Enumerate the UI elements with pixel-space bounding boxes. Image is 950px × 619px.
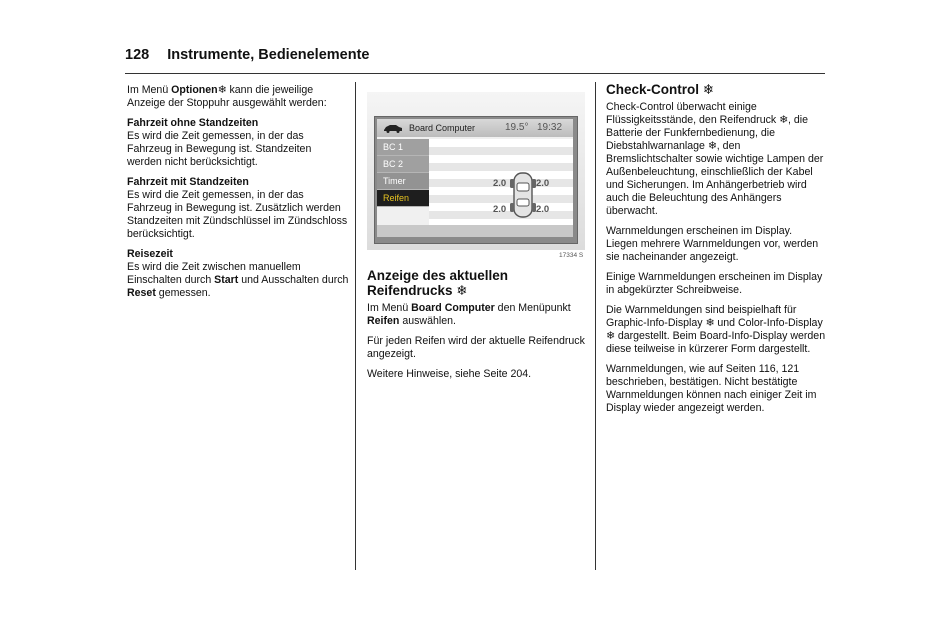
section-heading-reisezeit: Reisezeit <box>127 248 173 260</box>
reifendruck-paragraph-1: Im Menü Board Computer den Menüpunkt Reifen auswählen. <box>367 302 571 327</box>
display-title: Board Computer <box>409 123 476 133</box>
car-icon <box>383 124 403 133</box>
page-title: Instrumente, Bedienelemente <box>167 47 370 63</box>
check-control-paragraph-3: Einige Warnmeldungen erscheinen im Display in abgekürzter Schreibweise. <box>606 271 823 296</box>
check-control-paragraph-5: Warnmeldungen, wie auf Seiten 116, 121 beschrieben, bestätigen. Nicht bestätigte Warnmeldungen können nach einiger Zeit im Display wieder angezeigt werden. <box>606 363 817 414</box>
car-top-view-icon <box>510 171 536 219</box>
page-number: 128 <box>125 47 150 63</box>
tyre-pressure-front-right: 2.0 <box>536 178 550 189</box>
display-bottom-bar <box>377 225 573 237</box>
equipment-symbol-icon: ❄ <box>217 84 227 96</box>
equipment-symbol-icon: ❄ <box>779 114 789 126</box>
page-header <box>125 47 369 63</box>
column-divider-2 <box>595 82 596 570</box>
display-temperature: 19.5° <box>505 122 529 133</box>
section-text-mit-standzeiten: Es wird die Zeit gemessen, in der das Fahrzeug in Bewegung ist. Zusätzlich werden Standzeiten mit Zündschlüssel im Zündschloss berücksichtigt. <box>127 189 348 240</box>
section-text-reisezeit: Es wird die Zeit zwischen manuellem Einschalten durch Start und Ausschalten durch Reset gemessen. <box>127 261 349 299</box>
column-2 <box>367 268 587 388</box>
display-titlebar <box>377 119 573 137</box>
check-control-paragraph-2: Warnmeldungen erscheinen im Display. Liegen mehrere Warnmeldungen vor, werden sie nacheinander angezeigt. <box>606 225 819 263</box>
menu-item-bc1: BC 1 <box>377 139 429 156</box>
section-heading-reifendruck: Anzeige des aktuellen Reifendrucks ❄ <box>367 268 509 298</box>
menu-item-bc2: BC 2 <box>377 156 429 173</box>
intro-paragraph: Im Menü Optionen❄ kann die jeweilige Anzeige der Stoppuhr ausgewählt werden: <box>127 84 327 109</box>
column-1 <box>127 84 349 307</box>
reifendruck-paragraph-2: Für jeden Reifen wird der aktuelle Reifendruck angezeigt. <box>367 335 585 360</box>
check-control-paragraph-4: Die Warnmeldungen sind beispielhaft für Graphic-Info-Display ❄ und Color-Info-Display ❄ dargestellt. Beim Board-Info-Display werden diese teilweise in kürzerer Form dargestellt. <box>606 304 826 355</box>
section-heading-check-control: Check-Control ❄ <box>606 82 715 97</box>
reifendruck-paragraph-3: Weitere Hinweise, siehe Seite 204. <box>367 368 532 380</box>
equipment-symbol-icon: ❄ <box>707 140 717 152</box>
figure-code: 17334 S <box>559 252 584 259</box>
display-clock: 19:32 <box>537 122 563 133</box>
display-screen <box>377 119 573 237</box>
board-computer-display-figure <box>367 92 585 264</box>
section-text-ohne-standzeiten: Es wird die Zeit gemessen, in der das Fahrzeug in Bewegung ist. Standzeiten werden nicht berücksichtigt. <box>127 130 312 168</box>
column-divider-1 <box>355 82 356 570</box>
tyre-pressure-front-left: 2.0 <box>493 178 507 189</box>
menu-item-reifen: Reifen <box>377 190 429 207</box>
menu-item-timer: Timer <box>377 173 429 190</box>
tyre-pressure-rear-right: 2.0 <box>536 204 550 215</box>
tyre-pressure-rear-left: 2.0 <box>493 204 507 215</box>
equipment-symbol-icon: ❄ <box>705 317 715 329</box>
section-heading-ohne-standzeiten: Fahrzeit ohne Standzeiten <box>127 117 259 129</box>
check-control-paragraph-1: Check-Control überwacht einige Flüssigkeitsstände, den Reifendruck ❄, die Batterie der Funkfernbedienung, die Diebstahlwarnanlage ❄, den Bremslichtschalter sowie wichtige Lampen der Außenbeleuchtung, einschließlich der Kabel und Sicherungen. Im Anhängerbetrieb wird auch die Beleuchtung des Anhängers überwacht. <box>606 101 824 217</box>
column-3 <box>606 82 826 422</box>
equipment-symbol-icon: ❄ <box>606 330 615 342</box>
section-heading-mit-standzeiten: Fahrzeit mit Standzeiten <box>127 176 249 188</box>
menu-optionen: Optionen <box>171 84 218 96</box>
display-menu <box>377 139 429 207</box>
equipment-symbol-icon: ❄ <box>456 283 468 298</box>
header-rule <box>125 73 825 74</box>
equipment-symbol-icon: ❄ <box>702 82 715 97</box>
